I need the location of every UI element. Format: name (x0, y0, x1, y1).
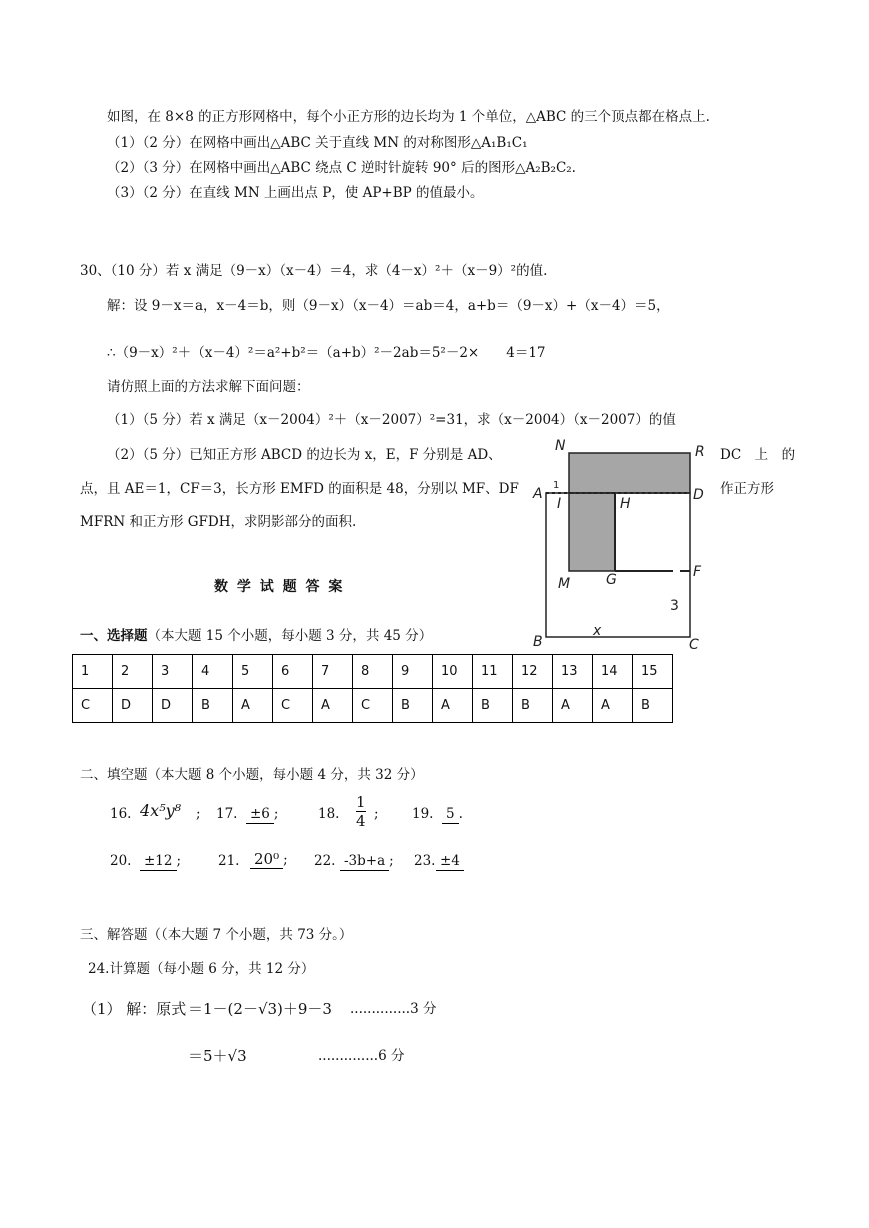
table-cell: 12 (513, 655, 553, 689)
fill-18-answer (356, 793, 366, 830)
p24-2-expression: ＝5＋√3 (188, 1047, 247, 1065)
p30-solution-line2: ∴（9－x）²＋（x－4）²＝a²+b²＝（a+b）²－2ab＝5²－2× 4＝17 (107, 345, 546, 361)
table-cell: B (393, 689, 433, 723)
label-d: D (693, 487, 704, 503)
section3-heading: 三、解答题（（本大题 7 个小题，共 73 分。） (80, 927, 353, 943)
fill-21-answer: 20⁰ ; (250, 850, 288, 869)
p24-2-score: ..............6 分 (318, 1048, 405, 1064)
p30-stem: 30、（10 分）若 x 满足（9－x）（x－4）＝4，求（4－x）²＋（x－9）²的值. (80, 263, 548, 279)
label-3: 3 (670, 598, 679, 614)
fill-17-answer: ±6 ; (246, 805, 278, 824)
p29-q3: （3）（2 分）在直线 MN 上画出点 P，使 AP+BP 的值最小。 (107, 185, 484, 201)
table-cell: A (233, 689, 273, 723)
table-cell: B (473, 689, 513, 723)
table-cell: B (633, 689, 673, 723)
table-cell: 6 (273, 655, 313, 689)
fill-23-label: 23. (414, 853, 436, 869)
table-cell: A (553, 689, 593, 723)
fill-18-sep: ; (374, 806, 379, 822)
fill-16-sep: ; (196, 806, 201, 822)
label-1: 1 (553, 480, 560, 491)
fill-19-answer: 5 . (442, 805, 463, 824)
answers-title: 数 学 试 题 答 案 (214, 579, 345, 595)
table-cell: 4 (193, 655, 233, 689)
p24-1-score: ..............3 分 (350, 1001, 437, 1017)
fill-22-answer: -3b+a ; (340, 852, 394, 871)
shaded-square-left (569, 493, 615, 571)
fraction-numerator: 1 (356, 793, 366, 811)
section1-note: （本大题 15 个小题，每小题 3 分，共 45 分） (147, 628, 433, 644)
fraction (356, 793, 366, 830)
table-cell: B (513, 689, 553, 723)
label-b: B (533, 634, 543, 650)
label-n: N (555, 438, 566, 454)
section2-heading: 二、填空题（本大题 8 个小题，每小题 4 分，共 32 分） (80, 767, 424, 783)
problem24-title: 24.计算题（每小题 6 分，共 12 分） (88, 961, 315, 977)
label-f: F (693, 564, 702, 580)
p29-intro: 如图，在 8×8 的正方形网格中，每个小正方形的边长均为 1 个单位，△ABC 的三个顶点都在格点上. (107, 109, 710, 125)
table-cell: 8 (353, 655, 393, 689)
choice-answer-table (72, 654, 673, 723)
p30-q2-line1-tail: DC 上 的 (720, 447, 796, 463)
fill-22-label: 22. (314, 853, 336, 869)
label-m: M (558, 576, 571, 592)
table-cell: 10 (433, 655, 473, 689)
label-a: A (533, 486, 543, 502)
label-r: R (695, 444, 705, 460)
p30-q2-line3: MFRN 和正方形 GFDH，求阴影部分的面积. (80, 514, 357, 530)
shaded-square-top (569, 453, 690, 493)
table-cell: A (593, 689, 633, 723)
table-cell: 13 (553, 655, 593, 689)
table-cell: A (433, 689, 473, 723)
p30-prompt: 请仿照上面的方法求解下面问题： (107, 379, 310, 395)
fill-18-label: 18. (318, 806, 340, 822)
table-cell: 9 (393, 655, 433, 689)
table-cell: 3 (153, 655, 193, 689)
fill-17-value: ±6 (246, 805, 274, 824)
label-g: G (606, 572, 617, 588)
p30-q2-line2: 点，且 AE＝1，CF＝3，长方形 EMFD 的面积是 48，分别以 MF、DF (80, 481, 519, 497)
fill-23-answer (436, 852, 464, 871)
p29-q1: （1）（2 分）在网格中画出△ABC 关于直线 MN 的对称图形△A₁B₁C₁ (107, 135, 528, 151)
table-cell: D (113, 689, 153, 723)
label-c: C (689, 637, 699, 653)
fraction-denominator: 4 (356, 812, 366, 830)
fill-16-label: 16. (110, 806, 132, 822)
fill-22-value: -3b+a (340, 852, 389, 871)
fill-21-label: 21. (218, 853, 240, 869)
fill-17-label: 17. (216, 806, 238, 822)
table-cell: A (313, 689, 353, 723)
fill-21-value: 20⁰ (250, 850, 283, 869)
p24-1-expression: ＝1－(2－√3)＋9－3 (188, 1000, 332, 1018)
p24-1-label: （1） 解：原式 (82, 1000, 187, 1018)
fill-16-answer: 4x⁵y⁸ (140, 801, 182, 820)
table-cell: 1 (73, 655, 113, 689)
p30-q2-line2-tail: 作正方形 (720, 481, 774, 497)
section1-heading (80, 627, 432, 645)
table-cell: D (153, 689, 193, 723)
table-cell: B (193, 689, 233, 723)
table-cell: 11 (473, 655, 513, 689)
table-cell: C (273, 689, 313, 723)
table-cell: 7 (313, 655, 353, 689)
fill-20-value: ±12 (140, 852, 177, 871)
table-cell: C (353, 689, 393, 723)
section1-title: 一、选择题 (80, 628, 148, 644)
fill-19-value: 5 (442, 805, 459, 824)
square-abcd (546, 493, 690, 637)
fill-20-label: 20. (110, 853, 132, 869)
p30-q1: （1）（5 分）若 x 满足（x－2004）²＋（x－2007）²=31，求（x－2004）（x－2007）的值 (107, 412, 676, 428)
fill-20-answer: ±12 ; (140, 852, 181, 871)
p30-solution-line1: 解：设 9－x＝a，x－4＝b，则（9－x）（x－4）＝ab＝4，a+b＝（9－x）+（x－4）＝5， (107, 298, 670, 314)
fill-19-label: 19. (412, 806, 434, 822)
label-h: H (620, 496, 631, 512)
table-cell: C (73, 689, 113, 723)
table-cell: 15 (633, 655, 673, 689)
table-row-numbers (73, 655, 673, 689)
label-i: I (557, 496, 562, 512)
table-cell: 14 (593, 655, 633, 689)
table-row-choices (73, 689, 673, 723)
table-cell: 5 (233, 655, 273, 689)
p30-q2-line1: （2）（5 分）已知正方形 ABCD 的边长为 x，E，F 分别是 AD、 (107, 447, 502, 463)
p29-q2: （2）（3 分）在网格中画出△ABC 绕点 C 逆时针旋转 90° 后的图形△A₂B₂C₂. (107, 160, 576, 176)
table-cell: 2 (113, 655, 153, 689)
label-x: x (593, 623, 602, 639)
square-figure (525, 436, 715, 656)
fill-23-value: ±4 (436, 852, 464, 871)
